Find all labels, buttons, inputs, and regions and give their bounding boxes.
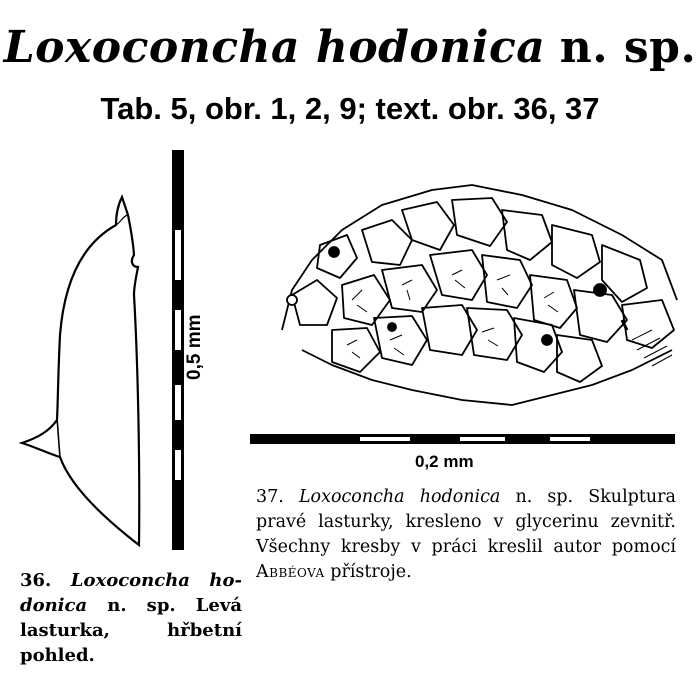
caption-36-number: 36. bbox=[20, 570, 52, 591]
caption-figure-37 bbox=[256, 485, 676, 585]
page-title bbox=[0, 22, 700, 74]
caption-37-text-end: přístroje. bbox=[324, 562, 412, 582]
caption-37-text: n. sp. Skulptura pravé lasturky, kresleno v glycerinu zevnitř. Všechny kresby v práci kreslil autor pomocí bbox=[256, 487, 676, 557]
scale-bar-horizontal bbox=[250, 432, 675, 446]
title-species: Loxoconcha hodonica bbox=[3, 22, 546, 73]
caption-figure-36 bbox=[20, 568, 242, 668]
scale-bar-horizontal-label: 0,2 mm bbox=[415, 452, 474, 471]
caption-37-species: Loxoconcha hodonica bbox=[298, 487, 501, 507]
figure-references: Tab. 5, obr. 1, 2, 9; text. obr. 36, 37 bbox=[100, 91, 600, 126]
title-nsp: n. sp. bbox=[559, 22, 697, 73]
caption-37-number: 37. bbox=[256, 487, 284, 507]
caption-37-author-name: Abbéova bbox=[256, 562, 325, 582]
scale-bar-vertical-label: 0,5 mm bbox=[184, 314, 205, 380]
figure-37-sculpture-drawing bbox=[262, 180, 680, 420]
figure-36-valve-drawing bbox=[0, 185, 150, 555]
caption-36-species-a: Loxoconcha ho- bbox=[70, 570, 242, 591]
caption-36-species-b: donica bbox=[20, 595, 88, 616]
caption-36-text: n. sp. Levá lasturka, hřbetní pohled. bbox=[20, 595, 242, 666]
